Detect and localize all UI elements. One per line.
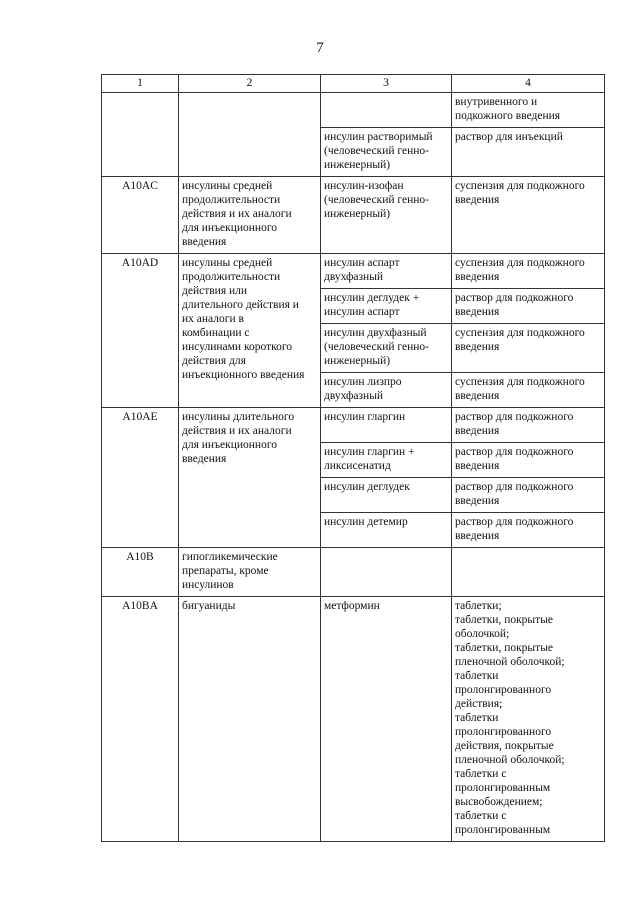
dosage-form-line: введения [455,495,500,507]
dosage-form-cell [452,478,605,513]
dosage-form-cell [452,93,605,128]
dosage-form-line: действия; [455,698,503,710]
dosage-form-cell [452,128,605,177]
table-row [102,177,605,254]
dosage-form-line: введения [455,460,500,472]
group-name-line: действия и их аналоги [182,208,292,220]
dosage-form-line: пленочной оболочкой; [455,656,565,668]
group-name-line: длительного действия и [182,299,299,311]
column-header: 1 [102,75,179,93]
table-row [102,597,605,842]
dosage-form-line: введения [455,341,500,353]
group-name-line: инсулины длительного [182,411,295,423]
dosage-form-line: пролонгированным [455,824,551,836]
drug-name-cell [321,289,452,324]
dosage-form-line: раствор для подкожного [455,516,574,528]
group-name-cell [179,597,321,842]
drug-name-cell [321,443,452,478]
group-name-line: комбинации с [182,327,250,339]
dosage-form-line: действия, покрытые [455,740,554,752]
dosage-form-line: введения [455,530,500,542]
drug-name-line: инженерный) [324,355,391,367]
group-name-line: для инъекционного [182,222,277,234]
dosage-form-line: оболочкой; [455,628,510,640]
drug-name-cell [321,513,452,548]
dosage-form-cell [452,289,605,324]
dosage-form-line: суспензия для подкожного [455,257,585,269]
drug-name-line: инженерный) [324,208,391,220]
dosage-form-cell [452,177,605,254]
dosage-form-line: таблетки с [455,768,507,780]
group-name-line: действия или [182,285,248,297]
atc-code-cell: A10AC [102,177,179,254]
group-name-line: инсулинами короткого [182,341,293,353]
dosage-form-line: раствор для подкожного [455,411,574,423]
group-name-line: инсулинов [182,579,234,591]
table-row [102,93,605,128]
dosage-form-line: пролонгированного [455,684,552,696]
group-name-line: продолжительности [182,271,281,283]
dosage-form-line: внутривенного и [455,96,538,108]
column-header: 2 [179,75,321,93]
dosage-form-line: пленочной оболочкой; [455,754,565,766]
drug-name-cell [321,548,452,597]
dosage-form-line: введения [455,271,500,283]
drug-name-cell [321,324,452,373]
dosage-form-line: высвобождением; [455,796,543,808]
drug-name-line: инсулин деглудек + [324,292,420,304]
atc-code-cell: A10B [102,548,179,597]
drug-name-line: инсулин аспарт [324,257,400,269]
group-name-cell [179,254,321,408]
group-name-line: инъекционного введения [182,369,305,381]
drug-name-line: инсулин детемир [324,516,408,528]
drug-name-line: (человеческий генно- [324,145,429,157]
dosage-form-line: таблетки, покрытые [455,614,554,626]
drug-name-line: метформин [324,600,380,612]
drug-name-line: инсулин растворимый [324,131,433,143]
drug-name-line: инженерный) [324,159,391,171]
dosage-form-line: раствор для подкожного [455,481,574,493]
group-name-line: действия для [182,355,246,367]
dosage-form-cell [452,443,605,478]
drug-name-line: ликсисенатид [324,460,391,472]
group-name-line: инсулины средней [182,180,273,192]
header-row [102,75,605,93]
drug-name-cell [321,478,452,513]
drug-name-line: (человеческий генно- [324,194,429,206]
dosage-form-line: раствор для инъекций [455,131,563,143]
atc-code-cell: A10AD [102,254,179,408]
drug-name-cell [321,597,452,842]
group-name-line: препараты, кроме [182,565,269,577]
drug-name-line: двухфазный [324,390,384,402]
group-name-cell [179,177,321,254]
group-name-line: введения [182,453,227,465]
dosage-form-line: пролонгированного [455,726,552,738]
group-name-line: продолжительности [182,194,281,206]
atc-code-cell: A10BA [102,597,179,842]
column-header: 3 [321,75,452,93]
column-header: 4 [452,75,605,93]
dosage-form-cell [452,408,605,443]
drug-name-cell [321,408,452,443]
group-name-cell [179,548,321,597]
group-name-line: действия и их аналоги [182,425,292,437]
dosage-form-line: введения [455,425,500,437]
dosage-form-line: суспензия для подкожного [455,376,585,388]
dosage-form-line: таблетки; [455,600,502,612]
drug-name-cell [321,128,452,177]
group-name-line: инсулины средней [182,257,273,269]
drug-name-cell [321,177,452,254]
drug-name-line: инсулин гларгин + [324,446,415,458]
table-row [102,408,605,443]
dosage-form-line: введения [455,390,500,402]
dosage-form-cell [452,548,605,597]
dosage-form-cell [452,513,605,548]
dosage-form-line: таблетки [455,670,499,682]
drug-name-cell [321,254,452,289]
group-name-cell [179,408,321,548]
group-name-line: их аналоги в [182,313,244,325]
dosage-form-line: таблетки, покрытые [455,642,554,654]
dosage-form-line: таблетки [455,712,499,724]
dosage-form-line: введения [455,194,500,206]
dosage-form-cell [452,597,605,842]
dosage-form-line: суспензия для подкожного [455,327,585,339]
group-name-cell [179,93,321,177]
drug-name-line: (человеческий генно- [324,341,429,353]
group-name-line: бигуаниды [182,600,236,612]
page-number: 7 [316,40,324,56]
dosage-form-cell [452,324,605,373]
dosage-form-cell [452,373,605,408]
atc-code-cell [102,93,179,177]
drug-name-line: инсулин гларгин [324,411,406,423]
drug-name-cell [321,93,452,128]
drug-table [101,74,605,842]
dosage-form-line: подкожного введения [455,110,561,122]
drug-name-line: инсулин аспарт [324,306,400,318]
drug-name-line: двухфазный [324,271,384,283]
drug-name-line: инсулин двухфазный [324,327,427,339]
dosage-form-line: введения [455,306,500,318]
table-row [102,254,605,289]
dosage-form-cell [452,254,605,289]
group-name-line: введения [182,236,227,248]
drug-name-line: инсулин-изофан [324,180,404,192]
dosage-form-line: таблетки с [455,810,507,822]
drug-name-cell [321,373,452,408]
dosage-form-line: суспензия для подкожного [455,180,585,192]
drug-name-line: инсулин лизпро [324,376,402,388]
atc-code-cell: A10AE [102,408,179,548]
group-name-line: для инъекционного [182,439,277,451]
table-row [102,548,605,597]
dosage-form-line: раствор для подкожного [455,446,574,458]
dosage-form-line: пролонгированным [455,782,551,794]
group-name-line: гипогликемические [182,551,278,563]
drug-name-line: инсулин деглудек [324,481,410,493]
dosage-form-line: раствор для подкожного [455,292,574,304]
